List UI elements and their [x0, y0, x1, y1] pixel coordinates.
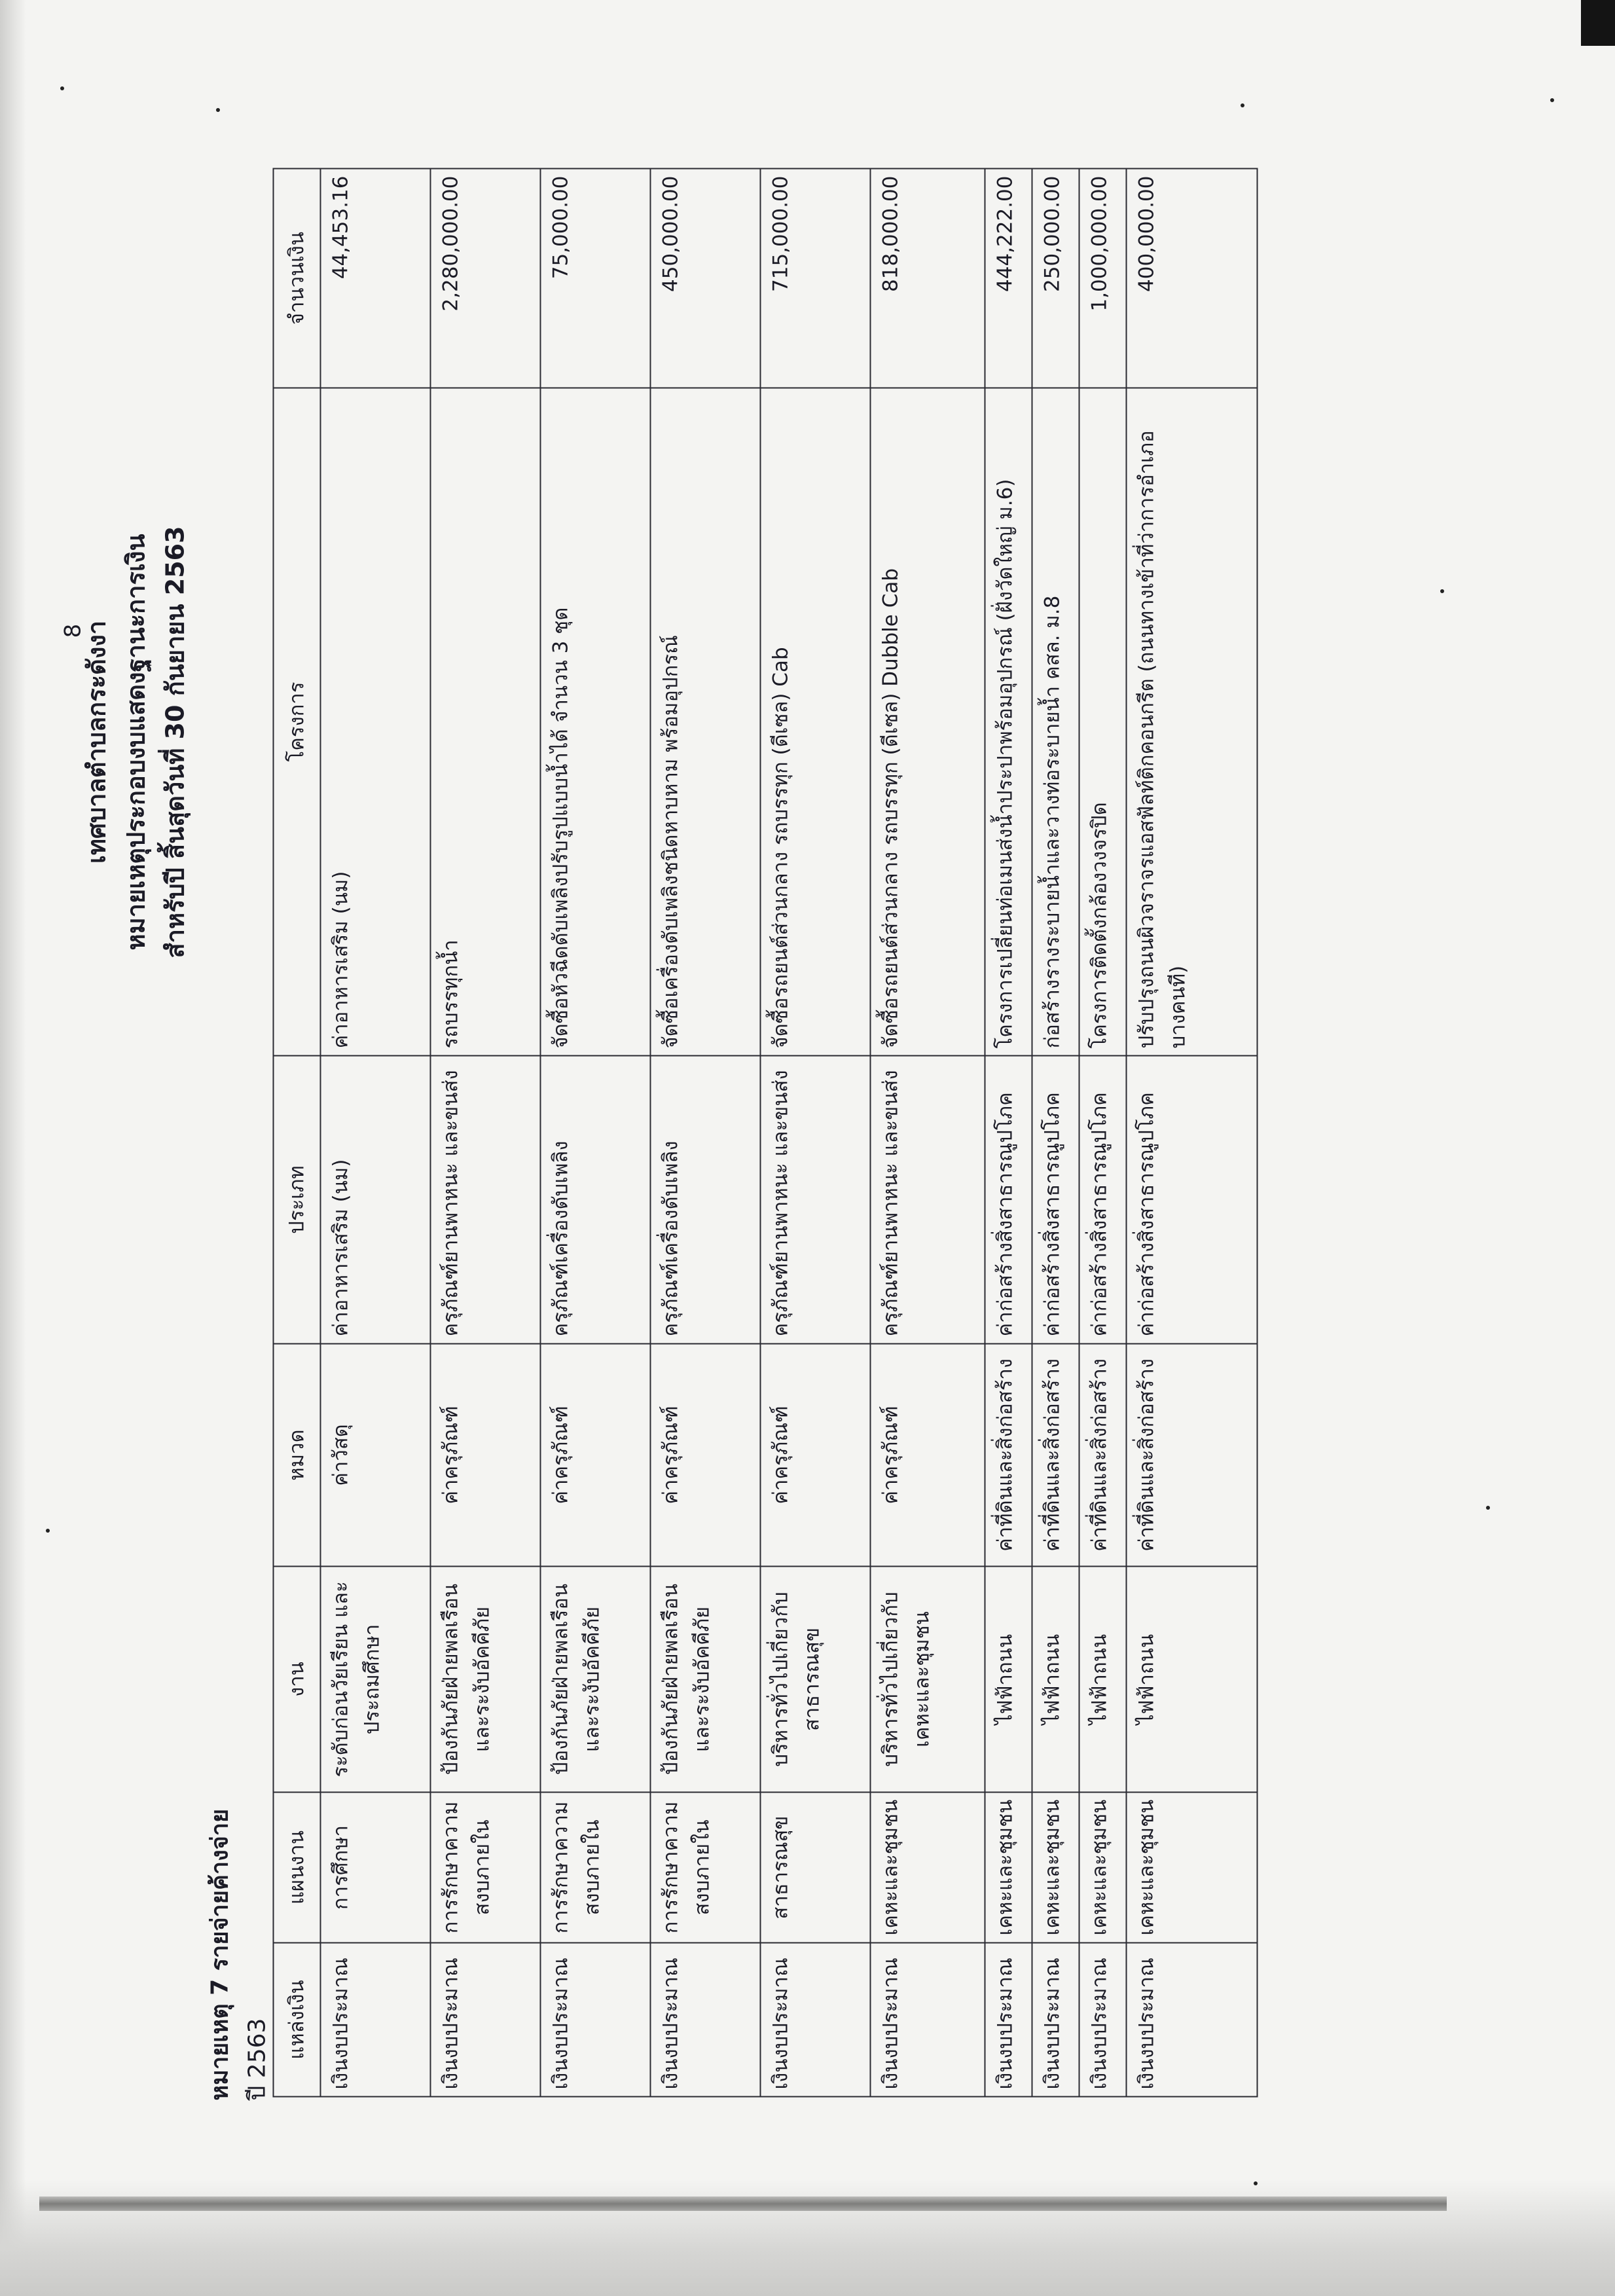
cell-type: ครุภัณฑ์เครื่องดับเพลิง	[541, 1056, 651, 1344]
column-header-plan: แผนงาน	[274, 1793, 321, 1943]
cell-plan: การรักษาความสงบภายใน	[651, 1793, 761, 1943]
cell-category: ค่าครุภัณฑ์	[431, 1344, 541, 1567]
column-header-work: งาน	[274, 1567, 321, 1793]
cell-amount: 250,000.00	[1032, 169, 1080, 388]
cell-work: ไฟฟ้าถนน	[1032, 1567, 1080, 1793]
cell-type: ครุภัณฑ์ยานพาหนะ และขนส่ง	[761, 1056, 871, 1344]
table-row	[651, 169, 761, 2097]
cell-category: ค่าครุภัณฑ์	[871, 1344, 985, 1567]
cell-amount: 715,000.00	[761, 169, 871, 388]
cell-type: ครุภัณฑ์ยานพาหนะ และขนส่ง	[431, 1056, 541, 1344]
scan-edge-bar	[39, 2196, 1447, 2211]
cell-type: ค่าก่อสร้างสิ่งสาธารณูปโภค	[985, 1056, 1032, 1344]
cell-project: โครงการติดตั้งกล้องวงจรปิด	[1080, 388, 1127, 1056]
cell-type: ค่าก่อสร้างสิ่งสาธารณูปโภค	[1032, 1056, 1080, 1344]
cell-type: ครุภัณฑ์เครื่องดับเพลิง	[651, 1056, 761, 1344]
cell-amount: 1,000,000.00	[1080, 169, 1127, 388]
cell-category: ค่าครุภัณฑ์	[541, 1344, 651, 1567]
cell-work: บริหารทั่วไปเกี่ยวกับ สาธารณสุข	[761, 1567, 871, 1793]
cell-category: ค่าครุภัณฑ์	[761, 1344, 871, 1567]
cell-amount: 818,000.00	[871, 169, 985, 388]
cell-amount: 75,000.00	[541, 169, 651, 388]
header-statement-title: หมายเหตุประกอบงบแสดงฐานะการเงิน	[121, 534, 151, 951]
table-row	[1032, 169, 1080, 2097]
cell-project: จัดซื้อเครื่องดับเพลิงชนิดหาบหาม พร้อมอุปกรณ์	[651, 388, 761, 1056]
cell-project: โครงการเปลี่ยนท่อเมนส่งน้ำประปาพร้อมอุปกรณ์ (ฝั่งวัดใหญ่ ม.6)	[985, 388, 1032, 1056]
header-municipality: เทศบาลตำบลกระดังงา	[82, 620, 111, 864]
column-header-project: โครงการ	[274, 388, 321, 1056]
cell-plan: สาธารณสุข	[761, 1793, 871, 1943]
cell-work: ป้องกันภัยฝ่ายพลเรือน และระงับอัคคีภัย	[431, 1567, 541, 1793]
table-header-row	[274, 169, 321, 2097]
scan-speck	[1440, 589, 1444, 593]
cell-plan: เคหะและชุมชน	[1080, 1793, 1127, 1943]
table-row	[985, 169, 1032, 2097]
rotated-document	[0, 88, 1190, 2183]
cell-amount: 2,280,000.00	[431, 169, 541, 388]
cell-work: บริหารทั่วไปเกี่ยวกับ เคหะและชุมชน	[871, 1567, 985, 1793]
cell-plan: เคหะและชุมชน	[1127, 1793, 1258, 1943]
cell-plan: เคหะและชุมชน	[871, 1793, 985, 1943]
cell-type: ครุภัณฑ์ยานพาหนะ และขนส่ง	[871, 1056, 985, 1344]
cell-work: ป้องกันภัยฝ่ายพลเรือน และระงับอัคคีภัย	[651, 1567, 761, 1793]
cell-source: เงินงบประมาณ	[431, 1943, 541, 2097]
cell-category: ค่าที่ดินและสิ่งก่อสร้าง	[985, 1344, 1032, 1567]
cell-work: ไฟฟ้าถนน	[985, 1567, 1032, 1793]
column-header-type: ประเภท	[274, 1056, 321, 1344]
cell-project: จัดซื้อหัวฉีดดับเพลิงปรับรูปแบบน้ำได้ จำนวน 3 ชุด	[541, 388, 651, 1056]
table-row	[321, 169, 431, 2097]
cell-source: เงินงบประมาณ	[985, 1943, 1032, 2097]
cell-source: เงินงบประมาณ	[541, 1943, 651, 2097]
cell-type: ค่าก่อสร้างสิ่งสาธารณูปโภค	[1080, 1056, 1127, 1344]
table-row	[541, 169, 651, 2097]
accrued-expenses-table	[273, 168, 1258, 2098]
cell-source: เงินงบประมาณ	[321, 1943, 431, 2097]
cell-amount: 450,000.00	[651, 169, 761, 388]
column-header-category: หมวด	[274, 1344, 321, 1567]
cell-source: เงินงบประมาณ	[871, 1943, 985, 2097]
cell-project: จัดซื้อรถยนต์ส่วนกลาง รถบรรทุก (ดีเซล) Cab	[761, 388, 871, 1056]
cell-source: เงินงบประมาณ	[761, 1943, 871, 2097]
cell-work: ไฟฟ้าถนน	[1080, 1567, 1127, 1793]
cell-amount: 44,453.16	[321, 169, 431, 388]
cell-source: เงินงบประมาณ	[1127, 1943, 1258, 2097]
cell-plan: การศึกษา	[321, 1793, 431, 1943]
table-row	[871, 169, 985, 2097]
table-row	[1080, 169, 1127, 2097]
scan-speck	[1486, 1506, 1490, 1510]
table-row	[431, 169, 541, 2097]
header-period: สำหรับปี สิ้นสุดวันที่ 30 กันยายน 2563	[160, 526, 190, 958]
cell-category: ค่าที่ดินและสิ่งก่อสร้าง	[1127, 1344, 1258, 1567]
cell-source: เงินงบประมาณ	[1080, 1943, 1127, 2097]
note-title: หมายเหตุ 7 รายจ่ายค้างจ่าย	[206, 1808, 234, 2101]
cell-type: ค่าอาหารเสริม (นม)	[321, 1056, 431, 1344]
cell-work: ไฟฟ้าถนน	[1127, 1567, 1258, 1793]
cell-source: เงินงบประมาณ	[651, 1943, 761, 2097]
scan-speck	[1254, 2181, 1258, 2185]
cell-project: ค่าอาหารเสริม (นม)	[321, 388, 431, 1056]
cell-project: จัดซื้อรถยนต์ส่วนกลาง รถบรรทุก (ดีเซล) Dubble Cab	[871, 388, 985, 1056]
table-row	[1127, 169, 1258, 2097]
scan-speck	[1550, 98, 1554, 102]
year-label: ปี 2563	[244, 2018, 271, 2101]
page-number: 8	[60, 623, 86, 638]
cell-type: ค่าก่อสร้างสิ่งสาธารณูปโภค	[1127, 1056, 1258, 1344]
cell-category: ค่าวัสดุ	[321, 1344, 431, 1567]
cell-plan: การรักษาความสงบภายใน	[431, 1793, 541, 1943]
scan-corner	[1581, 0, 1615, 46]
cell-amount: 444,222.00	[985, 169, 1032, 388]
cell-project: ปรับปรุงถนนผิวจราจรแอสฟัลท์ติกคอนกรีต (ถนนทางเข้าที่ว่าการอำเภอบางคนที)	[1127, 388, 1258, 1056]
cell-work: ป้องกันภัยฝ่ายพลเรือน และระงับอัคคีภัย	[541, 1567, 651, 1793]
cell-amount: 400,000.00	[1127, 169, 1258, 388]
cell-source: เงินงบประมาณ	[1032, 1943, 1080, 2097]
cell-plan: เคหะและชุมชน	[985, 1793, 1032, 1943]
cell-plan: การรักษาความสงบภายใน	[541, 1793, 651, 1943]
column-header-amount: จำนวนเงิน	[274, 169, 321, 388]
cell-plan: เคหะและชุมชน	[1032, 1793, 1080, 1943]
table-row	[761, 169, 871, 2097]
cell-project: ก่อสร้างรางระบายน้ำและวางท่อระบายน้ำ คสล. ม.8	[1032, 388, 1080, 1056]
cell-category: ค่าที่ดินและสิ่งก่อสร้าง	[1032, 1344, 1080, 1567]
cell-project: รถบรรทุกน้ำ	[431, 388, 541, 1056]
cell-category: ค่าครุภัณฑ์	[651, 1344, 761, 1567]
cell-work: ระดับก่อนวัยเรียน และประถมศึกษา	[321, 1567, 431, 1793]
scan-speck	[1241, 103, 1244, 107]
column-header-source: แหล่งเงิน	[274, 1943, 321, 2097]
cell-category: ค่าที่ดินและสิ่งก่อสร้าง	[1080, 1344, 1127, 1567]
